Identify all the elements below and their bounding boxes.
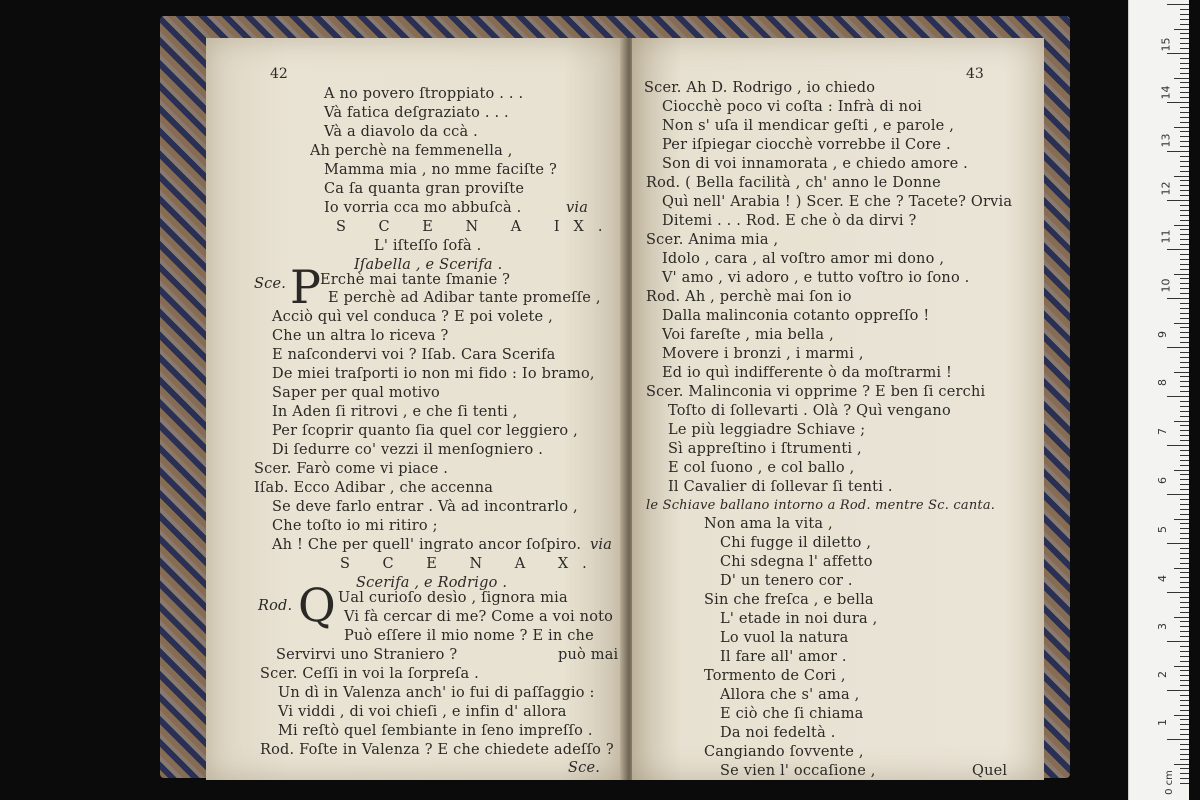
ruler-number: 12 xyxy=(1159,181,1173,196)
ruler-tick xyxy=(1180,484,1189,485)
ruler-tick xyxy=(1180,577,1189,578)
ruler-tick xyxy=(1180,185,1189,186)
page-number-left: 42 xyxy=(270,66,288,82)
ruler-tick xyxy=(1180,680,1189,681)
ruler-tick xyxy=(1167,592,1189,593)
ruler-tick xyxy=(1167,249,1189,250)
text-line: Non s' uſa il mendicar geſti , e parole , xyxy=(662,118,955,134)
text-line: In Aden ſi ritrovi , e che ſi tenti , xyxy=(272,404,518,420)
ruler-tick xyxy=(1167,151,1189,152)
text-line: Idolo , cara , al voſtro amor mi dono , xyxy=(662,251,945,267)
text-line: Di ſedurre co' vezzi il menſogniero . xyxy=(272,442,544,458)
ruler-tick xyxy=(1180,180,1189,181)
ruler-tick xyxy=(1180,406,1189,407)
ruler-tick xyxy=(1180,313,1189,314)
ruler-number: 6 xyxy=(1156,477,1169,484)
text-line: Saper per qual motivo xyxy=(272,385,440,401)
ruler-tick xyxy=(1180,533,1189,534)
ruler-tick xyxy=(1180,455,1189,456)
ruler-tick xyxy=(1180,479,1189,480)
ruler-tick xyxy=(1167,739,1189,740)
character-list: Iſabella , e Scerifa . xyxy=(354,257,503,273)
text-line: E ciò che ſi chiama xyxy=(720,706,864,722)
ruler-tick xyxy=(1180,734,1189,735)
ruler-number: 13 xyxy=(1159,133,1173,148)
ruler-tick xyxy=(1180,386,1189,387)
ruler-tick xyxy=(1180,646,1189,647)
ruler-tick xyxy=(1180,695,1189,696)
ruler-tick xyxy=(1180,229,1189,230)
ruler-tick xyxy=(1167,298,1189,299)
speaker-label: Rod. xyxy=(258,598,293,614)
text-line: D' un tenero cor . xyxy=(720,573,853,589)
stage-direction: via xyxy=(566,200,589,216)
ruler-tick xyxy=(1180,504,1189,505)
ruler-tick xyxy=(1180,215,1189,216)
text-line: Rod. ( Bella facilità , ch' anno le Donne xyxy=(646,175,941,191)
ruler-tick xyxy=(1180,327,1189,328)
ruler-tick xyxy=(1180,210,1189,211)
ruler-tick xyxy=(1180,685,1189,686)
text-line: Per iſpiegar ciocchè vorrebbe il Core . xyxy=(662,137,951,153)
text-line: Scer. Ceſſi in voi la ſorpreſa . xyxy=(260,666,479,682)
ruler-tick xyxy=(1180,631,1189,632)
ruler-tick xyxy=(1174,421,1189,422)
ruler-tick xyxy=(1180,82,1189,83)
character-list: Scerifa , e Rodrigo . xyxy=(356,575,508,591)
ruler-tick xyxy=(1180,651,1189,652)
ruler-tick xyxy=(1180,656,1189,657)
text-line: Quì nell' Arabia ! ) Scer. E che ? Tacete? Orvia xyxy=(662,194,1013,210)
ruler-number: 15 xyxy=(1159,37,1173,52)
ruler-tick xyxy=(1180,288,1189,289)
text-line: Allora che s' ama , xyxy=(720,687,860,703)
ruler-number: 8 xyxy=(1156,379,1169,386)
ruler-tick xyxy=(1180,597,1189,598)
text-line: Sì appreſtino i ſtrumenti , xyxy=(668,441,862,457)
ruler-tick xyxy=(1180,435,1189,436)
text-line: Ah ! Che per quell' ingrato ancor ſoſpiro. xyxy=(272,537,582,553)
ruler-tick xyxy=(1180,254,1189,255)
ruler-tick xyxy=(1180,264,1189,265)
text-line: Per ſcoprir quanto ſia quel cor leggiero , xyxy=(272,423,578,439)
ruler-tick xyxy=(1180,729,1189,730)
ruler-tick xyxy=(1167,53,1189,54)
ruler-tick xyxy=(1180,58,1189,59)
ruler-tick xyxy=(1180,612,1189,613)
ruler-tick xyxy=(1180,73,1189,74)
text-line: Mamma mia , no mme faciſte ? xyxy=(324,162,557,178)
ruler-tick xyxy=(1174,764,1189,765)
ruler-tick xyxy=(1180,117,1189,118)
left-page xyxy=(206,38,626,780)
text-line: Chi fugge il diletto , xyxy=(720,535,872,551)
ruler-tick xyxy=(1180,558,1189,559)
ruler-number: 5 xyxy=(1156,526,1169,533)
text-line: Scer. Malinconia vi opprime ? E ben ſi cerchi xyxy=(646,384,986,400)
ruler-tick xyxy=(1180,768,1189,769)
ruler-tick xyxy=(1180,778,1189,779)
ruler-tick xyxy=(1180,430,1189,431)
right-page xyxy=(632,38,1044,780)
text-line: Il Cavalier di ſollevar ſi tenti . xyxy=(668,479,893,495)
ruler-tick xyxy=(1180,63,1189,64)
text-line: E naſcondervi voi ? Iſab. Cara Scerifa xyxy=(272,347,556,363)
text-line: Un dì in Valenza anch' io fui di paſſaggio : xyxy=(278,685,595,701)
ruler-tick xyxy=(1180,523,1189,524)
ruler-tick xyxy=(1180,92,1189,93)
ruler-tick xyxy=(1180,283,1189,284)
ruler-tick xyxy=(1180,367,1189,368)
ruler-tick xyxy=(1180,234,1189,235)
ruler-tick xyxy=(1180,68,1189,69)
text-line: Dalla malinconia cotanto oppreſſo ! xyxy=(662,308,930,324)
ruler-tick xyxy=(1180,759,1189,760)
ruler-number: 10 xyxy=(1159,278,1173,293)
ruler-tick xyxy=(1180,171,1189,172)
ruler-tick xyxy=(1180,43,1189,44)
ruler-tick xyxy=(1180,112,1189,113)
ruler-tick xyxy=(1180,9,1189,10)
text-line: Se vien l' occaſione , xyxy=(720,763,876,779)
ruler-tick xyxy=(1180,195,1189,196)
ruler-tick xyxy=(1174,29,1189,30)
text-line: Sin che freſca , e bella xyxy=(704,592,874,608)
ruler-tick xyxy=(1180,411,1189,412)
ruler-tick xyxy=(1174,617,1189,618)
ruler-tick xyxy=(1180,19,1189,20)
ruler-tick xyxy=(1174,176,1189,177)
ruler-tick xyxy=(1180,719,1189,720)
ruler-tick xyxy=(1180,33,1189,34)
text-line: Iſab. Ecco Adibar , che accenna xyxy=(254,480,494,496)
ruler-tick xyxy=(1180,489,1189,490)
text-line: Vi fà cercar di me? Come a voi noto xyxy=(344,609,614,625)
text-line: Io vorria cca mo abbuſcà . xyxy=(324,200,522,216)
ruler-tick xyxy=(1180,607,1189,608)
ruler-tick xyxy=(1180,131,1189,132)
text-line: Ah perchè na femmenella , xyxy=(310,143,513,159)
ruler-tick xyxy=(1174,127,1189,128)
ruler-tick xyxy=(1180,705,1189,706)
ruler-tick xyxy=(1180,626,1189,627)
ruler-tick xyxy=(1180,107,1189,108)
ruler-tick xyxy=(1180,278,1189,279)
ruler-tick xyxy=(1180,538,1189,539)
ruler-tick xyxy=(1180,97,1189,98)
ruler-tick xyxy=(1180,783,1189,784)
ruler-tick xyxy=(1180,259,1189,260)
ruler-tick xyxy=(1180,141,1189,142)
text-line: Ditemi . . . Rod. E che ò da dirvi ? xyxy=(662,213,917,229)
text-line: Chi sdegna l' affetto xyxy=(720,554,873,570)
ruler-tick xyxy=(1180,381,1189,382)
text-line: Lo vuol la natura xyxy=(720,630,849,646)
text-line: Può eſſere il mio nome ? E in che xyxy=(344,628,594,644)
text-line: E col ſuono , e col ballo , xyxy=(668,460,855,476)
ruler-unit: 0 cm xyxy=(1163,770,1175,795)
ruler-tick xyxy=(1167,102,1189,103)
ruler-tick xyxy=(1174,323,1189,324)
scene-heading: S C E N A X. xyxy=(340,556,601,572)
speaker-label: Sce. xyxy=(254,276,287,292)
book-spread xyxy=(160,16,1070,778)
text-line: Scer. Farò come vi piace . xyxy=(254,461,449,477)
text-line: Voi fareſte , mia bella , xyxy=(662,327,834,343)
text-line: Ual curioſo desìo , ſignora mia xyxy=(338,590,568,606)
text-line: Rod. Foſte in Valenza ? E che chiedete adeſſo ? xyxy=(260,742,614,758)
ruler-tick xyxy=(1180,450,1189,451)
ruler-tick xyxy=(1180,460,1189,461)
text-line: L' iſteſſo ſofà . xyxy=(374,238,482,254)
text-line: Da noi fedeltà . xyxy=(720,725,836,741)
ruler-tick xyxy=(1180,474,1189,475)
ruler-tick xyxy=(1167,200,1189,201)
ruler-tick xyxy=(1180,166,1189,167)
text-line: Il fare all' amor . xyxy=(720,649,847,665)
ruler-tick xyxy=(1180,318,1189,319)
ruler-tick xyxy=(1180,161,1189,162)
text-line: Scer. Ah D. Rodrigo , io chiedo xyxy=(644,80,876,96)
ruler-tick xyxy=(1180,205,1189,206)
ruler-number: 1 xyxy=(1156,719,1169,726)
ruler-tick xyxy=(1180,337,1189,338)
text-line: Servirvi uno Straniero ? xyxy=(276,647,458,663)
ruler-tick xyxy=(1174,715,1189,716)
ruler-tick xyxy=(1180,582,1189,583)
ruler-tick xyxy=(1167,494,1189,495)
ruler-tick xyxy=(1180,190,1189,191)
text-line: Mi reſtò quel ſembiante in ſeno impreſſo . xyxy=(278,723,593,739)
ruler-tick xyxy=(1180,308,1189,309)
ruler-tick xyxy=(1180,528,1189,529)
ruler-tick xyxy=(1180,136,1189,137)
text-line: Ed io quì indifferente ò da moſtrarmi ! xyxy=(662,365,953,381)
ruler-tick xyxy=(1180,146,1189,147)
ruler-tick xyxy=(1180,87,1189,88)
text-line: Movere i bronzi , i marmi , xyxy=(662,346,864,362)
ruler-tick xyxy=(1180,38,1189,39)
catchword: Sce. xyxy=(568,760,601,776)
ruler-tick xyxy=(1180,362,1189,363)
ruler-tick xyxy=(1180,636,1189,637)
ruler-number: 11 xyxy=(1159,229,1173,244)
ruler-tick xyxy=(1180,293,1189,294)
text-line: Và a diavolo da ccà . xyxy=(324,124,478,140)
ruler-tick xyxy=(1180,303,1189,304)
text-line: Vi viddi , di voi chieſi , e infin d' allora xyxy=(278,704,567,720)
ruler-tick xyxy=(1180,220,1189,221)
text-line: V' amo , vi adoro , e tutto voſtro io ſono . xyxy=(662,270,970,286)
stage-direction: via xyxy=(590,537,613,553)
text-line: E perchè ad Adibar tante promeſſe , xyxy=(328,290,601,306)
text-line: Và fatica deſgraziato . . . xyxy=(324,105,509,121)
text-line: Che un altra lo riceva ? xyxy=(272,328,449,344)
ruler-number: 9 xyxy=(1156,331,1169,338)
ruler-tick xyxy=(1180,244,1189,245)
text-line: Erchè mai tante ſmanie ? xyxy=(320,272,511,288)
ruler-tick xyxy=(1180,269,1189,270)
ruler-tick xyxy=(1180,352,1189,353)
ruler-tick xyxy=(1174,274,1189,275)
ruler-tick xyxy=(1167,347,1189,348)
ruler-tick xyxy=(1174,225,1189,226)
stage-direction: le Schiave ballano intorno a Rod. mentre Sc. canta. xyxy=(646,498,996,513)
ruler-tick xyxy=(1180,499,1189,500)
ruler-tick xyxy=(1180,509,1189,510)
text-line: L' etade in noi dura , xyxy=(720,611,878,627)
ruler-tick xyxy=(1180,710,1189,711)
scene-heading: S C E N A IX. xyxy=(336,219,617,235)
text-line: Acciò quì vel conduca ? E poi volete , xyxy=(272,309,553,325)
ruler-tick xyxy=(1180,563,1189,564)
ruler-tick xyxy=(1180,548,1189,549)
ruler-tick xyxy=(1180,661,1189,662)
text-line: Le più leggiadre Schiave ; xyxy=(668,422,866,438)
ruler-number: 4 xyxy=(1156,575,1169,582)
text-line: Son di voi innamorata , e chiedo amore . xyxy=(662,156,968,172)
text-line: Scer. Anima mia , xyxy=(646,232,779,248)
ruler-tick xyxy=(1167,641,1189,642)
ruler-tick xyxy=(1180,425,1189,426)
ruler-tick xyxy=(1180,332,1189,333)
text-line: Non ama la vita , xyxy=(704,516,833,532)
ruler-tick xyxy=(1167,543,1189,544)
ruler-tick xyxy=(1180,675,1189,676)
catchword: Quel xyxy=(972,763,1008,779)
text-line: Tormento de Cori , xyxy=(704,668,846,684)
ruler-tick xyxy=(1174,470,1189,471)
text-line: Cangiando ſovvente , xyxy=(704,744,864,760)
ruler-tick xyxy=(1180,700,1189,701)
ruler-tick xyxy=(1180,416,1189,417)
ruler-tick xyxy=(1167,4,1189,5)
text-line: Ciocchè poco vi coſta : Infrà di noi xyxy=(662,99,922,115)
ruler-number: 14 xyxy=(1159,85,1173,100)
ruler-tick xyxy=(1180,621,1189,622)
measurement-ruler xyxy=(1128,0,1189,800)
ruler-tick xyxy=(1180,670,1189,671)
drop-capital: Q xyxy=(298,578,336,632)
ruler-tick xyxy=(1174,78,1189,79)
text-line: A no povero ſtroppiato . . . xyxy=(324,86,524,102)
ruler-tick xyxy=(1180,587,1189,588)
ruler-tick xyxy=(1180,724,1189,725)
ruler-number: 3 xyxy=(1156,623,1169,630)
text-line: Che toſto io mi ritiro ; xyxy=(272,518,438,534)
ruler-number: 7 xyxy=(1156,428,1169,435)
page-number-right: 43 xyxy=(966,66,984,82)
ruler-tick xyxy=(1180,602,1189,603)
ruler-tick xyxy=(1180,122,1189,123)
ruler-tick xyxy=(1174,519,1189,520)
ruler-tick xyxy=(1180,572,1189,573)
ruler-tick xyxy=(1180,553,1189,554)
ruler-tick xyxy=(1180,376,1189,377)
text-line: può mai xyxy=(558,647,619,663)
ruler-tick xyxy=(1167,445,1189,446)
ruler-tick xyxy=(1180,156,1189,157)
ruler-tick xyxy=(1174,666,1189,667)
ruler-tick xyxy=(1174,372,1189,373)
drop-capital: P xyxy=(290,260,321,314)
ruler-tick xyxy=(1180,440,1189,441)
ruler-tick xyxy=(1180,773,1189,774)
ruler-tick xyxy=(1180,754,1189,755)
ruler-tick xyxy=(1167,690,1189,691)
ruler-tick xyxy=(1180,401,1189,402)
ruler-tick xyxy=(1180,749,1189,750)
ruler-tick xyxy=(1180,342,1189,343)
ruler-tick xyxy=(1180,48,1189,49)
ruler-tick xyxy=(1167,396,1189,397)
ruler-tick xyxy=(1180,744,1189,745)
ruler-tick xyxy=(1180,239,1189,240)
ruler-tick xyxy=(1174,568,1189,569)
ruler-tick xyxy=(1180,24,1189,25)
ruler-tick xyxy=(1180,514,1189,515)
text-line: Se deve farlo entrar . Và ad incontrarlo , xyxy=(272,499,578,515)
ruler-tick xyxy=(1180,14,1189,15)
text-line: Ca ſa quanta gran proviſte xyxy=(324,181,525,197)
ruler-tick xyxy=(1180,465,1189,466)
ruler-number: 2 xyxy=(1156,671,1169,678)
text-line: De miei traſporti io non mi fido : Io bramo, xyxy=(272,366,595,382)
ruler-tick xyxy=(1180,357,1189,358)
text-line: Rod. Ah , perchè mai ſon io xyxy=(646,289,852,305)
text-line: Toſto di ſollevarti . Olà ? Quì vengano xyxy=(668,403,951,419)
ruler-tick xyxy=(1180,391,1189,392)
